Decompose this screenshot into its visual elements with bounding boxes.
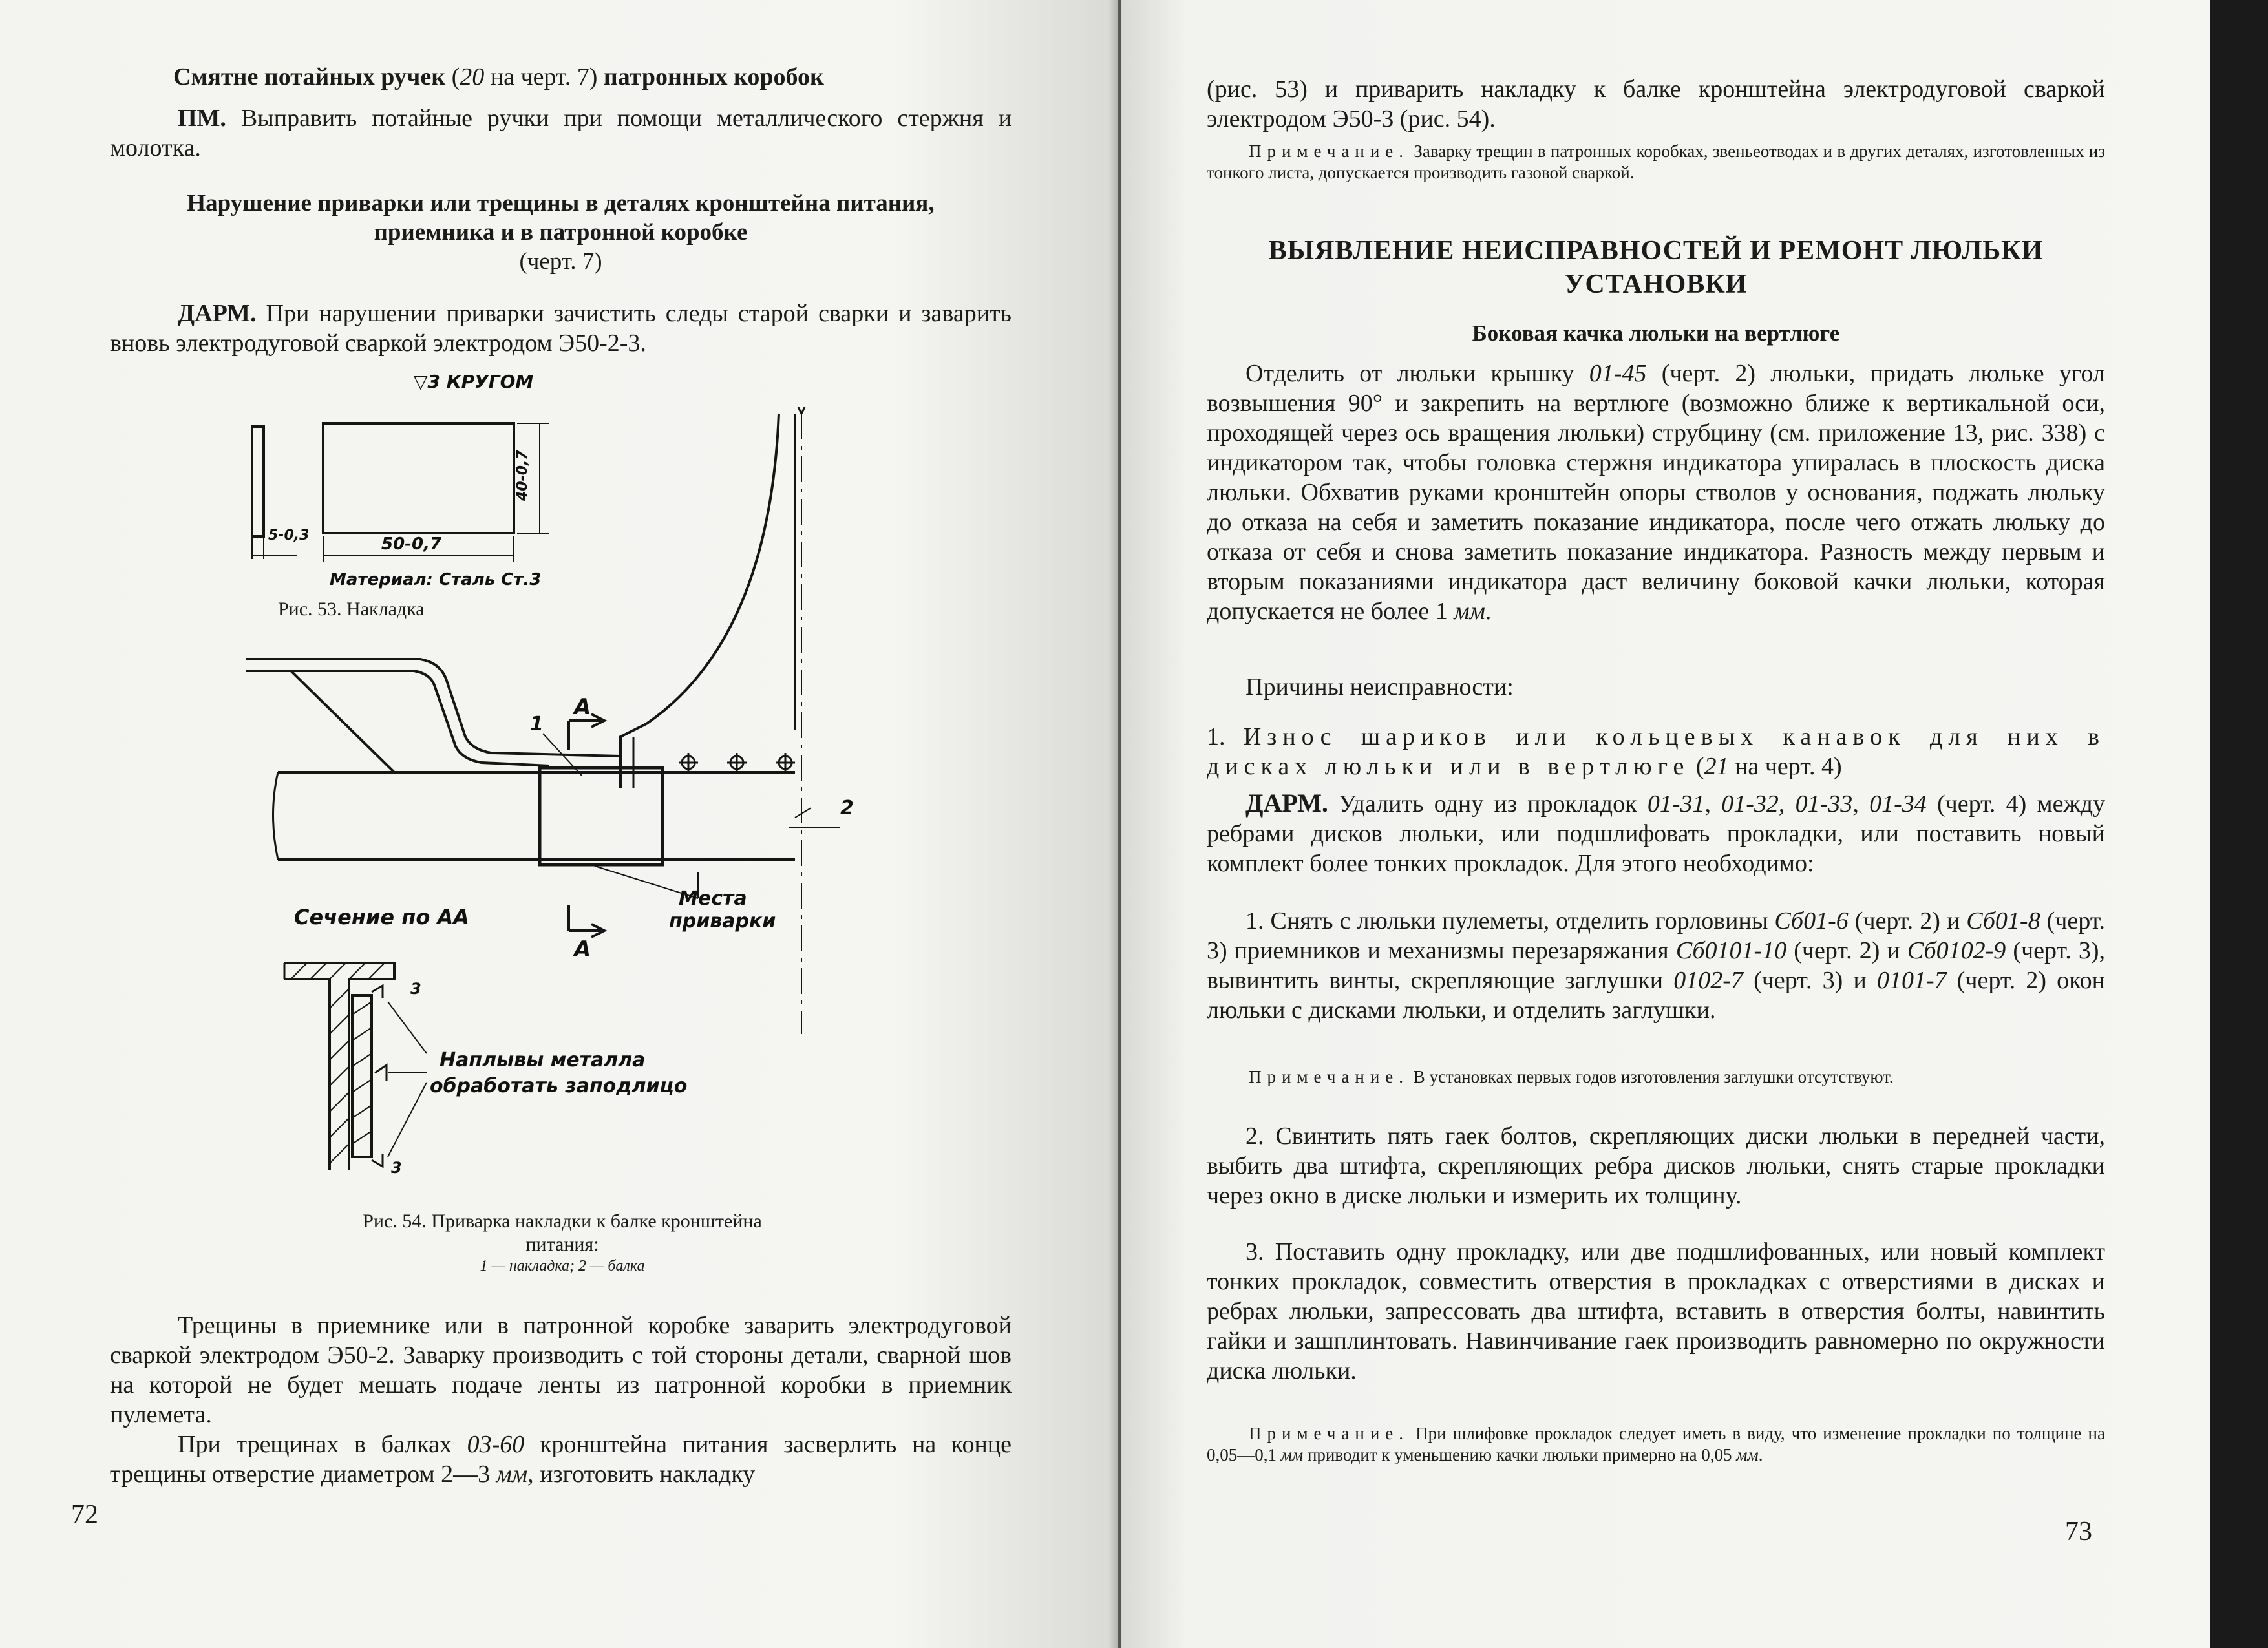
note-3-label: Примечание. — [1249, 1424, 1410, 1443]
overflow-note-1: Наплывы металла — [440, 1049, 646, 1072]
note-3: Примечание. При шлифовке прокладок следует иметь в виду, что изменение прокладки по толщине на 0,05—0,1 мм приводит к уменьшению качки люльки примерно на 0,05 мм. — [1207, 1424, 2105, 1464]
scan-edge — [2210, 0, 2268, 1648]
cause-1-number: 1. — [1207, 723, 1225, 750]
label-1: 1 — [530, 713, 544, 735]
main-heading-line-1: ВЫЯВЛЕНИЕ НЕИСПРАВНОСТЕЙ И РЕМОНТ ЛЮЛЬКИ — [1268, 236, 2044, 266]
darm-paragraph-left — [110, 299, 1012, 358]
beams-paragraph: При трещинах в балках 03-60 кронштейна питания засверлить на конце трещины отверстие диаметром 2—3 мм, изготовить накладку — [110, 1431, 1012, 1488]
note-1 — [1207, 141, 2105, 184]
page-number-left: 72 — [71, 1500, 98, 1530]
note-2-text: В установках первых годов изготовления заглушки отсутствуют. — [1409, 1067, 1894, 1086]
causes-line: Причины неисправности: — [1245, 673, 1514, 701]
fig54-caption — [239, 1210, 885, 1276]
title-bold-b: патронных коробок — [603, 63, 824, 90]
para1-ref: 01-45 — [1589, 360, 1647, 387]
left-title-line — [173, 62, 1013, 92]
note-2-label: Примечание. — [1249, 1067, 1410, 1086]
weld-mark-bottom: 3 — [391, 1159, 402, 1177]
label-A-bottom: А — [574, 936, 591, 962]
darm-label-right: ДАРМ. — [1245, 788, 1328, 818]
weld-places-1: Места — [679, 887, 747, 910]
left-page — [0, 0, 1118, 1648]
title-ref-rest: на черт. 7) — [484, 63, 604, 90]
continuation-paragraph: (рис. 53) и приварить накладку к балке кронштейна электродуговой сваркой электродом Э50-3 (рис. 54). — [1207, 76, 2105, 132]
darm-paragraph-right: ДАРМ. Удалить одну из прокладок 01-31, 01-32, 01-33, 01-34 (черт. 4) между ребрами дисков люльки, или подшлифовать прокладки, или поставить новый комплект более тонких прокладок. Для этого необходимо: — [1207, 788, 2106, 877]
step-2: 2. Свинтить пять гаек болтов, скрепляющих диски люльки в передней части, выбить два штифта, скрепляющих ребра дисков люльки, снять старые прокладки через окно в диске люльки и измерить их толщину. — [1207, 1123, 2105, 1209]
overlay-plate — [540, 768, 662, 865]
figure-53-54-drawing — [233, 362, 879, 1177]
sub-heading: Боковая качка люльки на вертлюге — [1472, 321, 1840, 346]
cause-1: 1. Износ шариков или кольцевых канавок для них в дисках люльки или в вертлюге (21 на черт. 4) — [1207, 723, 2105, 780]
beams-ref: 03-60 — [467, 1431, 525, 1458]
note-2 — [1207, 1066, 2105, 1088]
finish-note: ▽3 КРУГОМ — [414, 371, 534, 392]
material-note: Материал: Сталь Ст.3 — [330, 570, 542, 589]
label-2: 2 — [840, 797, 854, 819]
section-heading-ref: (черт. 7) — [519, 248, 602, 275]
pm-label: ПМ. — [178, 105, 226, 132]
note-1-text: Заварку трещин в патронных коробках, звеньеотводах и в других деталях, изготовленных из тонкого листа, допускается производить газовой сваркой. — [1207, 142, 2105, 182]
section-heading-line-1: Нарушение приварки или трещины в деталях кронштейна питания, — [187, 190, 935, 217]
step-1: 1. Снять с люльки пулеметы, отделить горловины Сб01-6 (черт. 2) и Сб01-8 (черт. 3) приемников и механизмы перезаряжания Сб0101-10 (черт. 2) и Сб0102-9 (черт. 3), вывинтить винты, скрепляющие заглушки 0102-7 (черт. 3) и 0101-7 (черт. 2) окон люльки с дисками люльки, и отделить заглушки. — [1207, 907, 2106, 1024]
weld-places-2: приварки — [669, 910, 776, 933]
weld-mark-top: 3 — [410, 980, 421, 998]
right-page — [1121, 0, 2210, 1648]
cause-1-text: Износ шариков или кольцевых канавок для них в дисках люльки или в вертлюге — [1207, 723, 2105, 780]
paragraph-1: Отделить от люльки крышку 01-45 (черт. 2) люльки, придать люльке угол возвышения 90° и закрепить на вертлюге (возможно ближе к вертикальной оси, проходящей через ось вращения люльки) струбцину (см. приложение 13, рис. 338) с индикатором так, чтобы головка стержня индикатора упиралась в плоскость диска люльки. Обхватив руками кронштейн опоры стволов у основания, поджать люльку до отказа на себя и заметить показание индикатора, после чего отжать люльку до отказа от себя и снова заметить показание индикатора. Разность между первым и вторым показаниями индикатора даст величину боковой качки люльки, которая допускается не более 1 мм. — [1207, 360, 2105, 625]
pm-paragraph — [110, 103, 1012, 163]
main-heading — [1207, 234, 2105, 301]
fig54-legend: 1 — накладка; 2 — балка — [480, 1258, 645, 1274]
main-heading-line-2: УСТАНОВКИ — [1564, 269, 1748, 299]
section-heading-line-2: приемника и в патронной коробке — [374, 219, 748, 246]
note-1-label: Примечание. — [1249, 142, 1410, 161]
cracks-paragraph: Трещины в приемнике или в патронной коробке заварить электродуговой сваркой электродом Э50-2. Заварку производить с той стороны детали, сварной шов на которой не будет мешать подаче ленты из патронной коробки в приемник пулемета. — [110, 1312, 1012, 1428]
plate-front-view — [323, 423, 514, 533]
step-3: 3. Поставить одну прокладку, или две подшлифованных, или новый комплект тонких прокладок, совместить отверстия в прокладках с отверстиями в дисках и ребрах люльки, запрессовать два штифта, вставить в отверстия болты, навинтить гайки и зашплинтовать. Навинчивание гаек производить равномерно по окружности диска люльки. — [1207, 1238, 2105, 1384]
darm-text-left: При нарушении приварки зачистить следы старой сварки и заварить вновь электродуговой сваркой электродом Э50-2-3. — [110, 300, 1012, 357]
overflow-note-2: обработать заподлицо — [430, 1075, 688, 1097]
section-heading — [110, 189, 1012, 276]
fig53-caption: Рис. 53. Накладка — [278, 598, 425, 620]
darm-label-left: ДАРМ. — [178, 300, 257, 327]
pm-text: Выправить потайные ручки при помощи металлического стержня и молотка. — [110, 105, 1012, 162]
fig54-caption-line-1: Рис. 54. Приварка накладки к балке кронштейна — [363, 1210, 762, 1232]
page-number-right: 73 — [2065, 1517, 2092, 1547]
title-paren: ( — [445, 63, 460, 90]
dim-height: 40-0,7 — [514, 450, 531, 501]
title-ref-num: 20 — [460, 63, 485, 90]
label-A-top: А — [574, 694, 591, 720]
plate-side-view — [252, 427, 264, 536]
dim-thickness: 5-0,3 — [268, 527, 310, 544]
fig54-caption-line-2: питания: — [525, 1234, 599, 1255]
section-label: Сечение по АА — [294, 905, 469, 929]
title-bold-a: Смятне потайных ручек — [173, 63, 446, 90]
dim-length: 50-0,7 — [381, 534, 442, 554]
